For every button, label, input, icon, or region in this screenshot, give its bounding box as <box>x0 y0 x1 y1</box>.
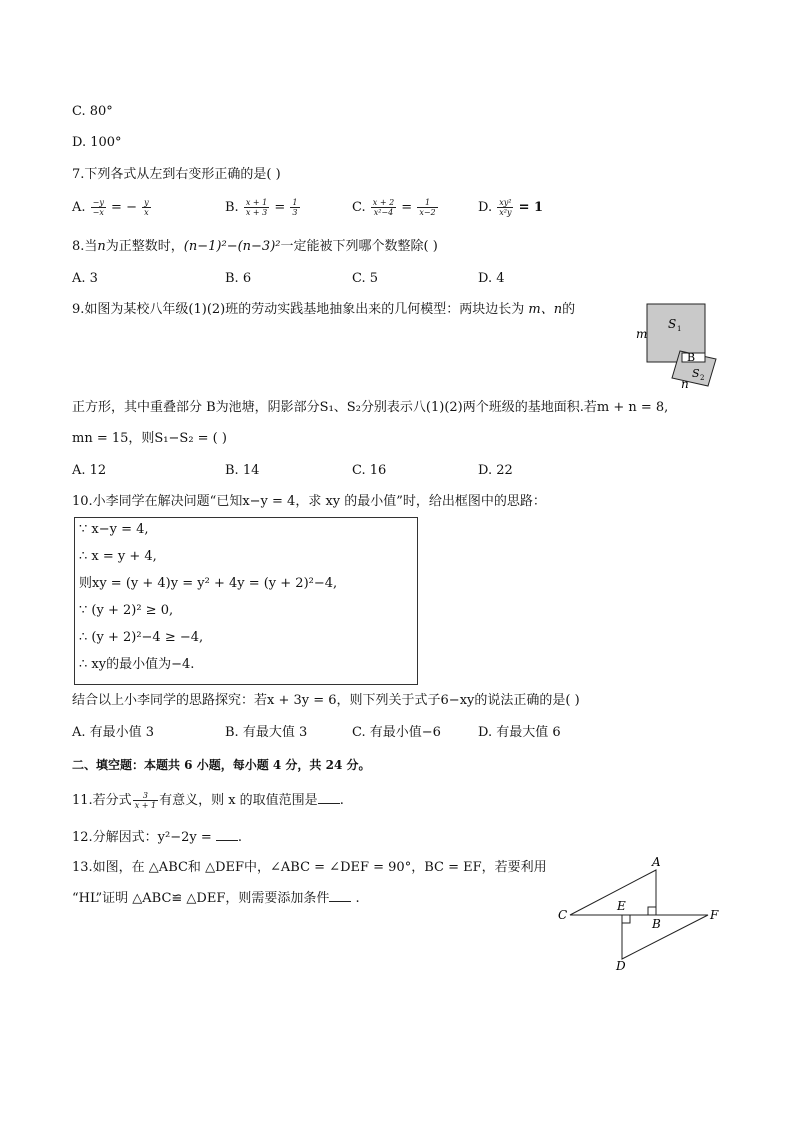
point-e: E <box>617 899 626 913</box>
box-line: ∴ (y + 2)²−4 ≥ −4, <box>79 630 204 645</box>
q8-stem: 8.当n为正整数时，(n−1)²−(n−3)²一定能被下列哪个数整除( ) <box>72 239 438 254</box>
q9-stem-line1: 9.如图为某校八年级(1)(2)班的劳动实践基地抽象出来的几何模型：两块边长为 m、n的 <box>72 302 576 317</box>
q9-option-d: D. 22 <box>478 463 513 478</box>
q10-option-b: B. 有最大值 3 <box>225 725 308 740</box>
label-s1: S <box>668 317 677 331</box>
q10-option-c: C. 有最小值−6 <box>352 725 441 740</box>
point-c: C <box>558 908 568 922</box>
label-n: n <box>681 377 689 390</box>
q8-option-b: B. 6 <box>225 271 252 286</box>
label-m: m <box>636 327 648 341</box>
box-line: ∴ xy的最小值为−4. <box>79 657 195 672</box>
box-line: 则xy = (y + 4)y = y² + 4y = (y + 2)²−4, <box>79 576 338 591</box>
box-line: ∵ x−y = 4, <box>79 522 149 537</box>
q9-option-a: A. 12 <box>72 463 107 478</box>
q6-option-d: D. 100° <box>72 135 122 150</box>
q9-squares-figure <box>628 298 734 390</box>
label-s2: S <box>692 367 700 380</box>
q7-option-b: B. $\frac{x + 1}{x + 3}$ = $\frac{1}{3}$ <box>225 198 298 217</box>
box-line: ∵ (y + 2)² ≥ 0, <box>79 603 174 618</box>
point-d: D <box>616 959 626 973</box>
q13-triangles-figure <box>552 852 732 978</box>
q7-stem: 7.下列各式从左到右变形正确的是( ) <box>72 167 281 182</box>
point-f: F <box>710 908 719 922</box>
label-s2-sub: 2 <box>700 374 705 382</box>
q9-option-c: C. 16 <box>352 463 387 478</box>
right-angle-e <box>622 915 630 923</box>
q8-option-c: C. 5 <box>352 271 379 286</box>
section-2-heading: 二、填空题：本题共 6 小题，每小题 4 分，共 24 分。 <box>72 758 371 772</box>
answer-blank[interactable] <box>318 791 340 804</box>
q7-option-a: A. $\frac{-y}{-x}$ = − $\frac{y}{x}$ <box>72 198 149 217</box>
answer-blank[interactable] <box>216 828 238 841</box>
q13-stem-line2: “HL”证明 △ABC≌ △DEF，则需要添加条件 . <box>72 891 360 906</box>
q8-option-a: A. 3 <box>72 271 98 286</box>
label-s1-sub: 1 <box>677 325 682 333</box>
q10-reasoning-box <box>74 517 418 685</box>
q9-option-b: B. 14 <box>225 463 260 478</box>
q10-option-d: D. 有最大值 6 <box>478 725 561 740</box>
q7-option-d: D. $\frac{\text{xy²}}{\text{x²y}}$ = 1 <box>478 198 544 217</box>
point-b: B <box>652 917 661 931</box>
q9-stem-line3: mn = 15，则S₁−S₂ = ( ) <box>72 431 227 446</box>
q11-stem: 11.若分式 $\frac{3}{x + 1}$ 有意义，则 x 的取值范围是 . <box>72 791 344 810</box>
q6-option-c: C. 80° <box>72 104 113 119</box>
q10-stem: 10.小李同学在解决问题“已知x−y = 4，求 xy 的最小值”时，给出框图中的思路： <box>72 494 546 509</box>
q8-option-d: D. 4 <box>478 271 505 286</box>
q10-follow-up: 结合以上小李同学的思路探究：若x + 3y = 6，则下列关于式子6−xy的说法正确的是( ) <box>72 693 580 708</box>
answer-blank[interactable] <box>329 889 351 902</box>
box-line: ∴ x = y + 4, <box>79 549 157 564</box>
q12-stem: 12.分解因式：y²−2y = . <box>72 830 243 845</box>
right-angle-b <box>648 907 656 915</box>
label-b: B <box>687 351 696 364</box>
point-a: A <box>652 855 661 869</box>
q13-stem-line1: 13.如图，在 △ABC和 △DEF中，∠ABC = ∠DEF = 90°，BC = EF，若要利用 <box>72 860 547 875</box>
q9-stem-line2: 正方形，其中重叠部分 B为池塘，阴影部分S₁、S₂分别表示八(1)(2)两个班级的基地面积.若m + n = 8, <box>72 400 669 415</box>
triangle-def <box>622 915 708 959</box>
q10-option-a: A. 有最小值 3 <box>72 725 155 740</box>
q7-option-c: C. $\frac{x + 2}{\text{x²−4}}$ = $\frac{1}{x-2}$ <box>352 198 436 217</box>
triangle-abc <box>570 870 656 915</box>
